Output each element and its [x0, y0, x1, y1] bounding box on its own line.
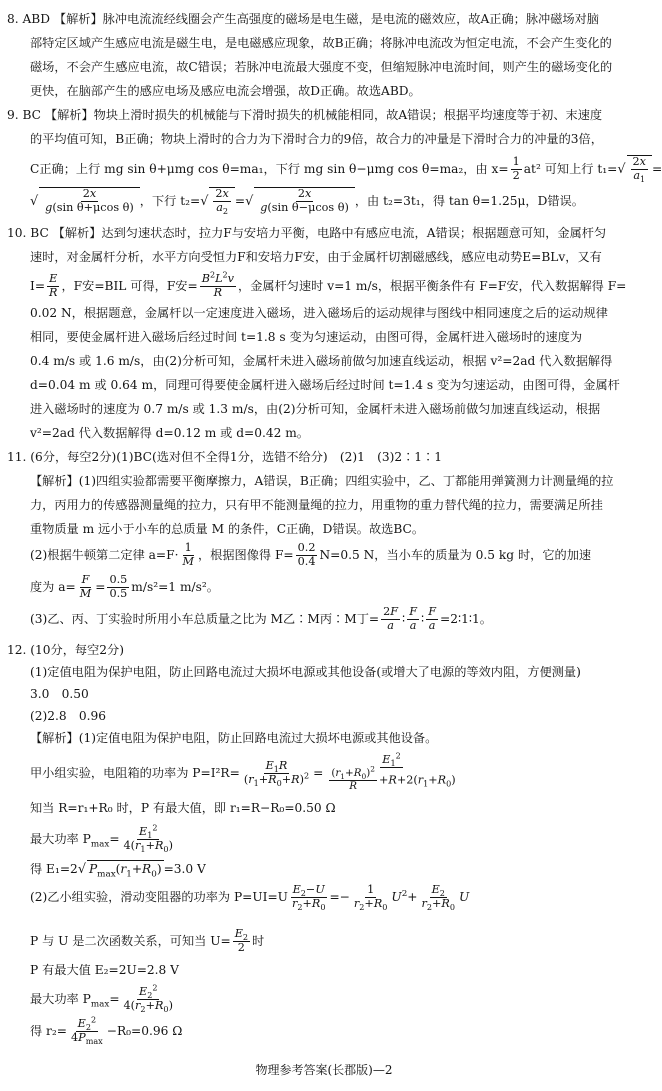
q11-analysis-1: 【解析】(1)四组实验都需要平衡摩擦力，A错误，B正确；四组实验中，乙、丁都能用弹簧测力计测量绳的拉	[30, 474, 614, 488]
q11-part2-line-1: (2)根据牛顿第二定律 a=F· $\frac{1}{M}$ ，根据图像得 F= $\frac{0.2}{0.4}$ N=0.5 N，当小车的质量为 0.5 kg 时，它的加速	[30, 541, 592, 568]
q11-header: 11. (6分，每空2分)(1)BC(选对但不全得1分，选错不给分) (2)1 (3)2∶1∶1	[7, 450, 442, 464]
q12-max-e2: P 有最大值 E₂=2U=2.8 V	[30, 963, 179, 977]
q12-analysis-max: 知当 R=r₁+R₀ 时，P 有最大值，即 r₁=R−R₀=0.50 Ω	[30, 801, 336, 815]
q10-line-3: I= $\frac{E}{R}$ ，F安=BIL 可得，F安= $\frac{B^2L^2v}{R}$ ，金属杆匀速时 v=1 m/s，根据平衡条件有 F=F安，代入数据解得 F=	[30, 269, 627, 299]
q10-line-4: 0.02 N，根据题意，金属杆以一定速度进入磁场，进入磁场后的运动规律与图线中相同速度之后的运动规律	[30, 306, 608, 320]
q10-line-5: 相同，要使金属杆进入磁场后经过时间 t=1.8 s 变为匀速运动，由图可得，金属杆进入磁场时的速度为	[30, 330, 583, 344]
q10-line-9: v²=2ad 代入数据解得 d=0.12 m 或 d=0.42 m。	[30, 426, 309, 440]
q10-line-2: 速时，对金属杆分析，水平方向受恒力F和安培力F安，由于金属杆切割磁感线，感应电动势E=BLv，又有	[30, 250, 602, 264]
q12-header: 12. (10分，每空2分)	[7, 643, 124, 657]
q12-quadratic: P 与 U 是二次函数关系，可知当 U= $\frac{E_2}{2}$ 时	[30, 927, 265, 954]
q9-line-4: √ $\frac{2x}{\text{g(sin θ+μcos θ)}}$ ，下行 t₂=√ $\frac{2x}{a_2}$ =√ $\frac{2x}{\text{g(sin θ−μcos θ)}}$ ，由 t₂=3t₁，得 tan θ=1.25μ，D错误。	[30, 187, 584, 217]
q11-analysis-3: 重物质量 m 远小于小车的总质量 M 的条件，C正确，D错误。故选BC。	[30, 522, 425, 536]
q12-part2-power: (2)乙小组实验，滑动变阻器的功率为 P=UI=U $\frac{E_2-U}{r_2+R_0}$ =− $\frac{1}{r_2+R_0}$ $U^2+$ $\frac{E_2}{r_2+R_0}$ U	[30, 883, 470, 913]
q12-max-power-2: 最大功率 $P_{max}=$ $\frac{E_2^2}{4(r_2+R_0)}$	[30, 982, 173, 1015]
q11-part2-line-2: 度为 a= $\frac{F}{M}$ = $\frac{0.5}{0.5}$ m/s²=1 m/s²。	[30, 573, 219, 600]
q8-line-3: 磁场，不会产生感应电流，故C错误；若脉冲电流最大强度不变，但缩短脉冲电流时间，则产生的磁场变化的	[30, 60, 613, 74]
q9-line-1: 9. BC 【解析】物块上滑时损失的机械能与下滑时损失的机械能相同，故A错误；根据平均速度等于初、末速度	[7, 108, 603, 122]
q8-line-1: 8. ABD 【解析】脉冲电流流经线圈会产生高强度的磁场是电生磁，是电流的磁效应，故A正确；脉冲磁场对脑	[7, 12, 599, 26]
q11-part3: (3)乙、丙、丁实验时所用小车总质量之比为 M乙∶M丙∶M丁= $\frac{2F}{a}$ ∶ $\frac{F}{a}$ ∶ $\frac{F}{a}$ =2∶1∶1。	[30, 605, 492, 632]
q10-line-7: d=0.04 m 或 0.64 m，同理可得要使金属杆进入磁场后经过时间 t=1.4 s 变为匀速运动，由图可得，金属杆	[30, 378, 620, 392]
q9-line-3: C正确；上行 mg sin θ+μmg cos θ=ma₁，下行 mg sin θ−μmg cos θ=ma₂，由 x= $\frac{1}{2}$ at² 可知上行 t₁=√ $\frac{2x}{a_1}$ =	[30, 155, 662, 185]
q12-power-formula: 甲小组实验，电阻箱的功率为 P=I²R= $\frac{E_1R}{(r_1+R_0+R)^2}$ = $E_1^2$ $\frac{(r_1+R_0)^2}{R}$ $+R+2(r_1+R_0)$	[30, 750, 456, 792]
q12-answer-3: (2)2.8 0.96	[30, 709, 106, 723]
q8-line-2: 部特定区域产生感应电流是磁生电，是电磁感应现象，故B正确；将脉冲电流改为恒定电流，不会产生变化的	[30, 36, 612, 50]
q12-max-power-1: 最大功率 $P_{max}=$ $\frac{E_1^2}{4(r_1+R_0)}$	[30, 822, 173, 855]
q9-line-2: 的平均值可知，B正确；物块上滑时的合力为下滑时合力的9倍，故合力的冲量是下滑时合力的冲量的3倍，	[30, 132, 603, 146]
q10-line-6: 0.4 m/s 或 1.6 m/s，由(2)分析可知，金属杆未进入磁场前做匀加速直线运动，根据 v²=2ad 代入数据解得	[30, 354, 613, 368]
q8-line-4: 更快，在脑部产生的感应电场及感应电流会增强，故D正确。故选ABD。	[30, 84, 421, 98]
q12-answer-2: 3.0 0.50	[30, 687, 89, 701]
page-footer: 物理参考答案(长郡版)—2	[255, 1063, 393, 1077]
q12-answer-1: (1)定值电阻为保护电阻，防止回路电流过大损坏电源或其他设备(或增大了电源的等效内阻，方便测量)	[30, 665, 581, 679]
q12-r2-result: 得 r₂= $E_2^2$ $4P_{max}$ −R₀=0.96 Ω	[30, 1014, 183, 1047]
q10-line-1: 10. BC 【解析】达到匀速状态时，拉力F与安培力平衡，电路中有感应电流，A错误；根据题意可知，金属杆匀	[7, 226, 607, 240]
q11-analysis-2: 力，丙用力的传感器测量绳的拉力，只有甲不能测量绳的拉力，用重物的重力替代绳的拉力，需要满足所挂	[30, 498, 603, 512]
q12-analysis-1: 【解析】(1)定值电阻为保护电阻，防止回路电流过大损坏电源或其他设备。	[30, 731, 438, 745]
q10-line-8: 进入磁场时的速度为 0.7 m/s 或 1.3 m/s，由(2)分析可知，金属杆未进入磁场前做匀加速直线运动，根据	[30, 402, 601, 416]
q12-emf-1: 得 E₁=2√ $P_{max}(r_1+R_0) =3.0$ V	[30, 862, 206, 880]
